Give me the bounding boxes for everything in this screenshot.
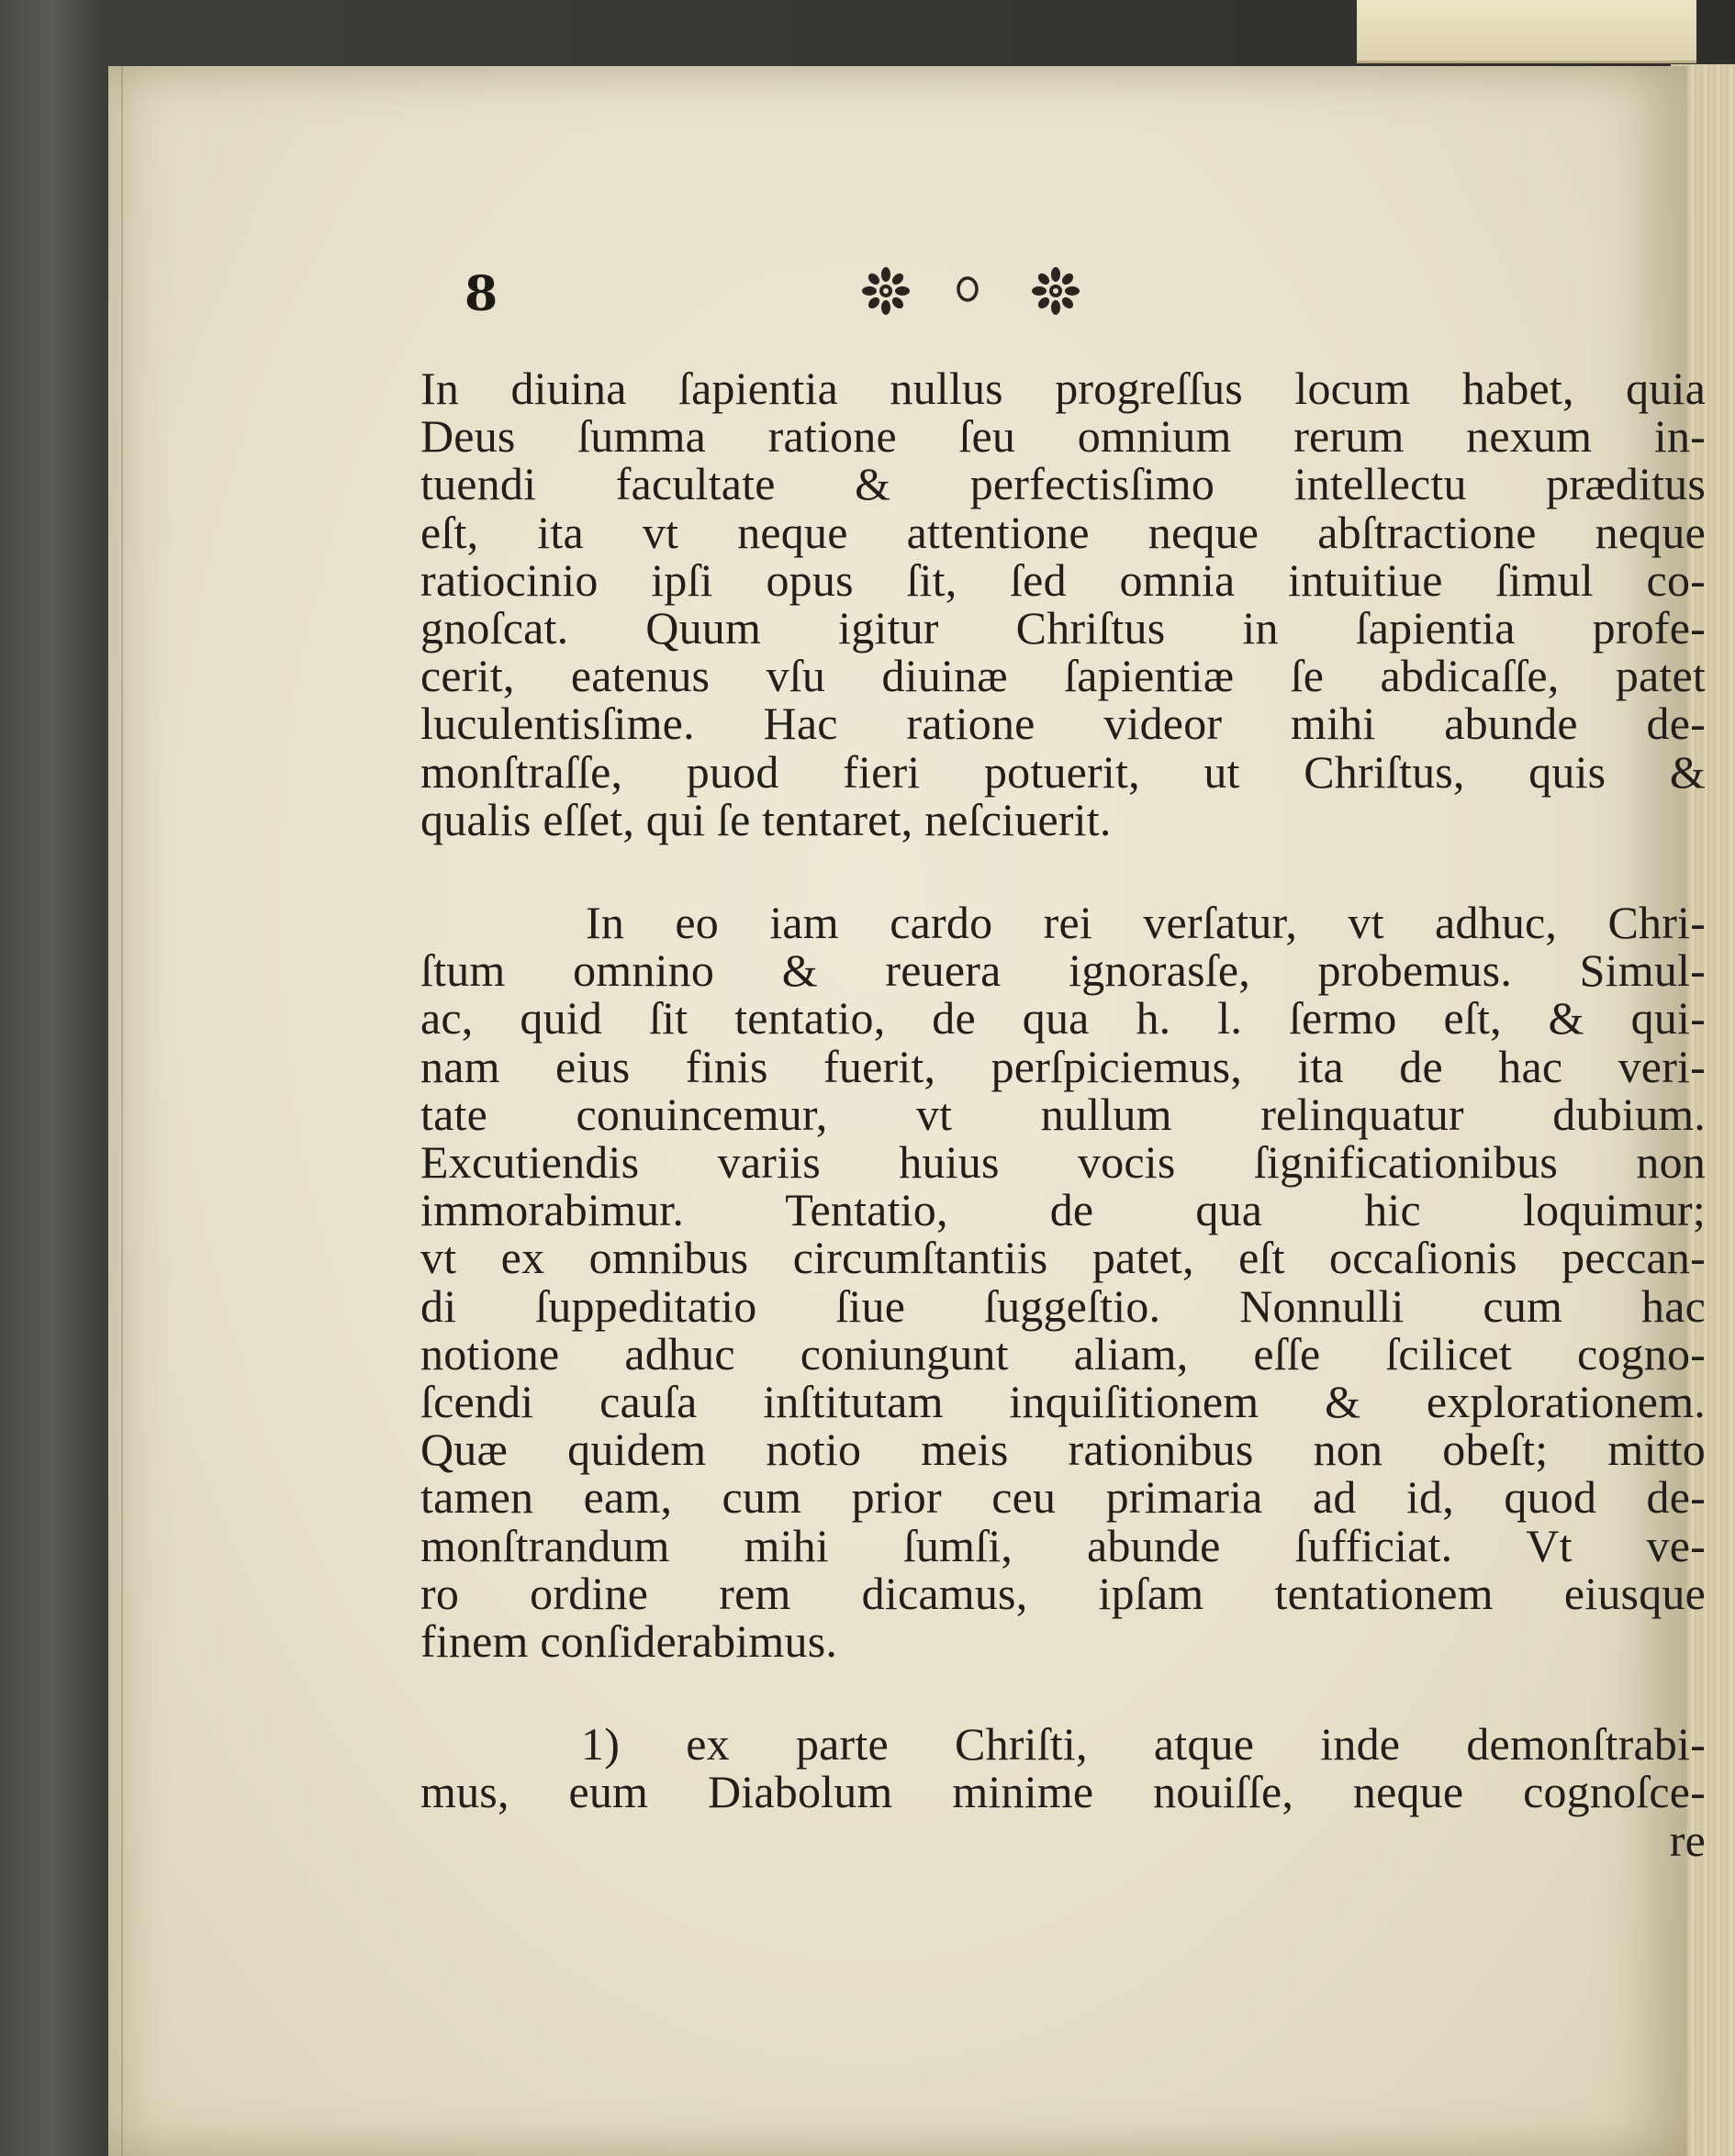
text-line: nam eius finis fuerit, perſpiciemus, ita de hac veri- <box>420 1040 1706 1092</box>
text-line: ro ordine rem dicamus, ipſam tentationem eiusque <box>420 1567 1706 1619</box>
text-line: luculentisſime. Hac ratione videor mihi abunde de- <box>420 698 1706 750</box>
text-line: gnoſcat. Quum igitur Chriſtus in ſapientia profe- <box>420 602 1706 654</box>
text-line: ſtum omnino & reuera ignorasſe, probemus. Simul- <box>420 944 1706 997</box>
paragraph-2 <box>420 897 1706 1668</box>
gutter-line <box>121 66 123 2156</box>
text-line: immorabimur. Tentatio, de qua hic loquimur; <box>420 1184 1706 1236</box>
text-line: ſcendi cauſa inſtitutam inquiſitionem & explorationem. <box>420 1376 1706 1428</box>
text-line: notione adhuc coniungunt aliam, eſſe ſcilicet cogno- <box>420 1327 1706 1380</box>
paragraph-1 <box>420 364 1706 843</box>
text-line: Quæ quidem notio meis rationibus non obeſt; mitto <box>420 1424 1706 1476</box>
body-text <box>420 364 1706 1864</box>
text-line: Deus ſumma ratione ſeu omnium rerum nexum in- <box>420 410 1706 463</box>
text-line: 1) ex parte Chriſti, atque inde demonſtrabi- <box>581 1718 1706 1771</box>
flower-ornament-icon <box>1031 266 1080 316</box>
text-line: finem conſiderabimus. <box>420 1615 838 1668</box>
text-line: vt ex omnibus circumſtantiis patet, eſt occaſionis peccan- <box>420 1232 1706 1284</box>
paper-tab <box>1357 0 1696 63</box>
book-page <box>108 66 1706 2156</box>
paragraph-3 <box>420 1720 1706 1864</box>
text-line: di ſuppeditatio ſiue ſuggeſtio. Nonnulli cum hac <box>420 1279 1706 1332</box>
text-line: tate conuincemur, vt nullum relinquatur dubium. <box>420 1088 1706 1140</box>
page-header <box>108 250 1687 341</box>
text-line: eſt, ita vt neque attentione neque abſtractione neque <box>420 506 1706 558</box>
text-line: Excutiendis variis huius vocis ſignificationibus non <box>420 1136 1706 1189</box>
text-line: mus, eum Diabolum minime nouiſſe, neque cognoſce- <box>420 1766 1706 1818</box>
center-mark <box>955 274 980 305</box>
text-line: tuendi facultate & perfectisſimo intellectu præditus <box>420 458 1706 510</box>
text-line: monſtraſſe, puod fieri potuerit, ut Chriſtus, quis & <box>420 745 1706 798</box>
paragraph-gap <box>420 843 1706 899</box>
catchword: re <box>1669 1814 1706 1866</box>
text-line: In diuina ſapientia nullus progreſſus locum habet, quia <box>420 363 1706 414</box>
text-line: tamen eam, cum prior ceu primaria ad id, quod de- <box>420 1471 1706 1524</box>
text-line: ratiocinio ipſi opus ſit, ſed omnia intuitiue ſimul co- <box>420 553 1706 606</box>
text-line: cerit, eatenus vſu diuinæ ſapientiæ ſe abdicaſſe, patet <box>420 650 1706 702</box>
text-line: monſtrandum mihi ſumſi, abunde ſufficiat. Vt ve- <box>420 1519 1706 1571</box>
flower-ornament-icon <box>861 266 911 316</box>
paragraph-gap <box>420 1665 1706 1720</box>
page-number: 8 <box>465 266 498 322</box>
text-line: qualis eſſet, qui ſe tentaret, neſciuerit. <box>420 793 1112 845</box>
text-line: ac, quid ſit tentatio, de qua h. l. ſermo eſt, & qui- <box>420 992 1706 1044</box>
text-line: In eo iam cardo rei verſatur, vt adhuc, Chri- <box>586 897 1706 949</box>
